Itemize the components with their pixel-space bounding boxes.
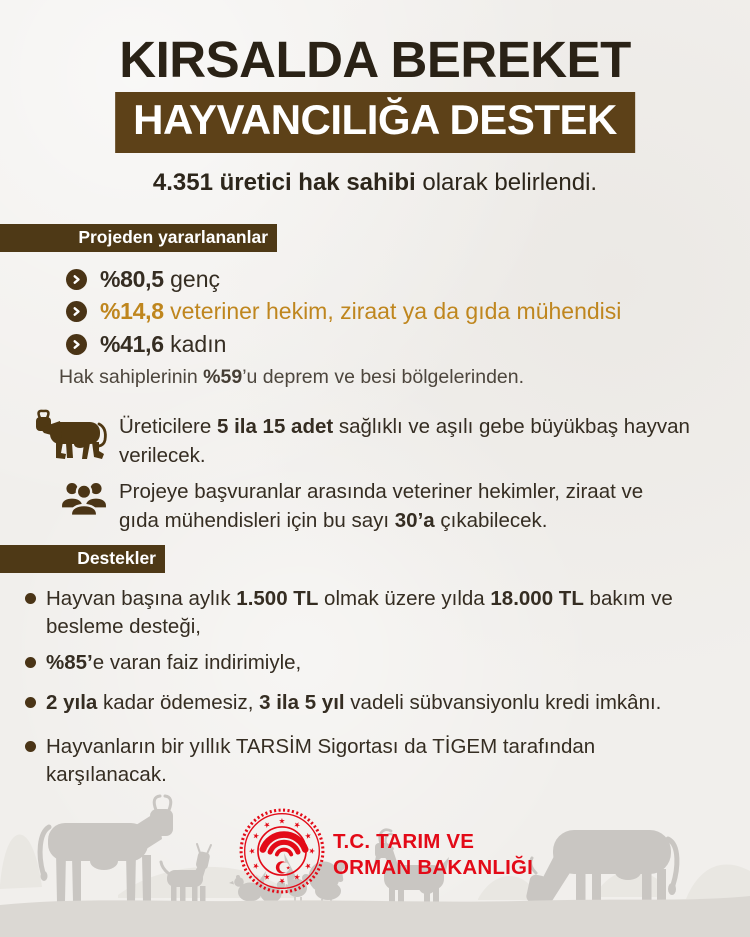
- svg-text:★: ★: [250, 860, 262, 872]
- support-item: Hayvan başına aylık 1.500 TL olmak üzere yılda 18.000 TL bakım ve besleme desteği,: [25, 585, 685, 640]
- svg-text:★: ★: [278, 876, 286, 886]
- section-heading-supports: Destekler: [0, 545, 165, 573]
- svg-text:★: ★: [302, 830, 314, 842]
- beneficiary-item: [66, 268, 220, 291]
- page-title: KIRSALDA BEREKET: [119, 31, 631, 88]
- ground-strip: [0, 896, 750, 937]
- svg-text:★: ★: [247, 847, 257, 855]
- emblem-field-arcs: [263, 835, 305, 855]
- beneficiaries-note: Hak sahiplerinin %59’u deprem ve besi bölgelerinden.: [59, 366, 525, 388]
- section-heading-beneficiaries: Projeden yararlananlar: [0, 224, 277, 252]
- support-item: 2 yıla kadar ödemesiz, 3 ila 5 yıl vadeli sübvansiyonlu kredi imkânı.: [25, 689, 685, 717]
- cow-icon: [35, 408, 115, 460]
- ministry-emblem-logo: [238, 806, 326, 896]
- svg-text:★: ★: [291, 871, 303, 883]
- svg-text:★: ★: [278, 816, 286, 826]
- support-item: %85’e varan faiz indirimiyle,: [25, 649, 685, 677]
- emblem-crescent-star: [276, 861, 291, 873]
- ministry-line2: ORMAN BAKANLIĞI: [333, 855, 534, 879]
- chevron-bullet-icon: [66, 301, 87, 322]
- svg-text:★: ★: [261, 819, 273, 831]
- subtitle: [0, 169, 750, 197]
- svg-text:★: ★: [302, 860, 314, 872]
- beneficiary-item: [66, 300, 621, 323]
- banner-title: HAYVANCILIĞA DESTEK: [115, 92, 635, 153]
- svg-text:★: ★: [261, 871, 273, 883]
- svg-text:★: ★: [291, 819, 303, 831]
- supports-list: [25, 585, 685, 788]
- people-fact-text: Projeye başvuranlar arasında veteriner hekimler, ziraat ve gıda mühendisleri için bu sayı 30’a çıkabilecek.: [119, 480, 644, 532]
- beneficiary-text: %14,8 veteriner hekim, ziraat ya da gıda mühendisi: [100, 298, 622, 324]
- svg-text:★: ★: [285, 865, 291, 872]
- cow-fact-text: Üreticilere 5 ila 15 adet sağlıklı ve aşılı gebe büyükbaş hayvan verilecek.: [119, 415, 690, 467]
- subtitle-bold: 4.351 üretici hak sahibi: [152, 169, 416, 196]
- chevron-bullet-icon: [66, 269, 87, 290]
- chevron-bullet-icon: [66, 334, 87, 355]
- svg-text:★: ★: [250, 830, 262, 842]
- subtitle-rest: olarak belirlendi.: [415, 169, 598, 196]
- ministry-name: [333, 829, 533, 880]
- people-group-icon: [61, 478, 107, 518]
- beneficiary-text: %80,5 genç: [100, 266, 220, 292]
- support-item: Hayvanların bir yıllık TARSİM Sigortası da TİGEM tarafından karşılanacak.: [25, 733, 614, 788]
- beneficiary-item: [66, 333, 226, 356]
- beneficiary-text: %41,6 kadın: [100, 331, 227, 357]
- ministry-line1: T.C. TARIM VE: [333, 830, 475, 853]
- svg-text:★: ★: [307, 847, 317, 855]
